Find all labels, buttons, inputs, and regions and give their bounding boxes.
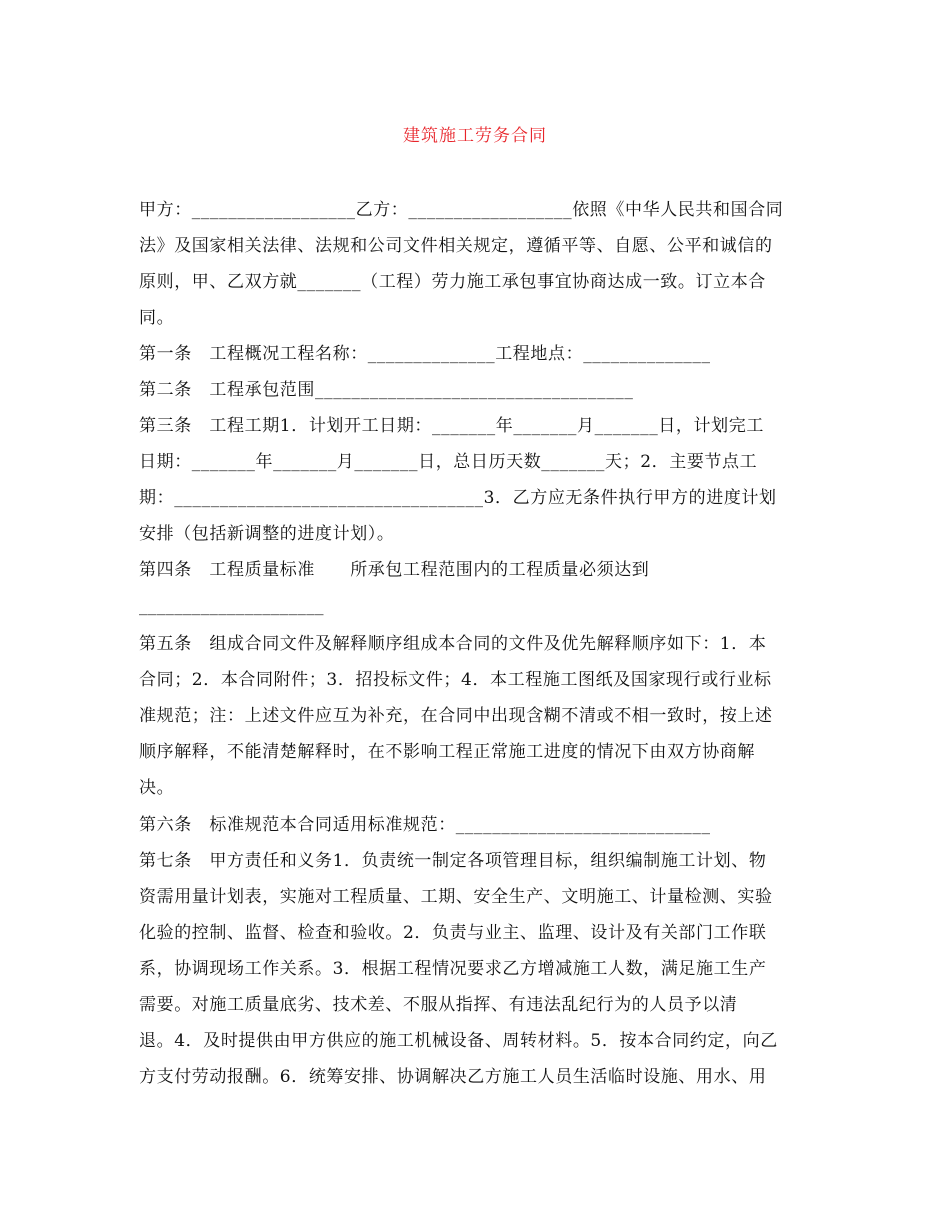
body-line: 顺序解释，不能清楚解释时，在不影响工程正常施工进度的情况下由双方协商解 [139,742,755,762]
body-line: 同。 [139,308,175,328]
body-line: 安排（包括新调整的进度计划）。 [139,524,395,544]
body-line: 期：__________________________________3．乙方应无条件执行甲方的进度计划 [139,488,777,508]
body-line: 化验的控制、监督、检查和验收。2．负责与业主、监理、设计及有关部门工作联 [139,923,767,943]
body-line: 退。4．及时提供由甲方供应的施工机械设备、周转材料。5．按本合同约定，向乙 [139,1031,778,1051]
document-title: 建筑施工劳务合同 [403,126,547,146]
body-line: 系，协调现场工作关系。3．根据工程情况要求乙方增减施工人数，满足施工生产 [139,959,767,979]
article-1-line: 第一条 工程概况工程名称：______________工程地点：______________ [139,344,711,364]
body-line: 合同；2．本合同附件；3．招投标文件；4．本工程施工图纸及国家现行或行业标 [139,670,772,690]
body-line: 方支付劳动报酬。6．统筹安排、协调解决乙方施工人员生活临时设施、用水、用 [139,1067,767,1087]
article-7-line: 第七条 甲方责任和义务1．负责统一制定各项管理目标，组织编制施工计划、物 [139,851,767,871]
body-line: 法》及国家相关法律、法规和公司文件相关规定，遵循平等、自愿、公平和诚信的 [139,236,773,256]
body-line: 原则，甲、乙双方就_______（工程）劳力施工承包事宜协商达成一致。订立本合 [139,272,766,292]
article-4-line: 第四条 工程质量标准 所承包工程范围内的工程质量必须达到 [139,560,650,580]
body-line: 甲方：__________________乙方：__________________依照《中华人民共和国合同 [139,200,784,220]
blank-underline: _____________________ [139,596,324,616]
body-line: 日期：_______年_______月_______日，总日历天数_______天；2．主要节点工 [139,452,758,472]
body-line: 决。 [139,778,175,798]
body-line: 需要。对施工质量底劣、技术差、不服从指挥、有违法乱纪行为的人员予以清 [139,995,738,1015]
body-line: 准规范；注：上述文件应互为补充，在合同中出现含糊不清或不相一致时，按上述 [139,706,773,726]
article-2-line: 第二条 工程承包范围___________________________________ [139,380,634,400]
article-6-line: 第六条 标准规范本合同适用标准规范：____________________________ [139,815,711,835]
body-line: 资需用量计划表，实施对工程质量、工期、安全生产、文明施工、计量检测、实验 [139,887,773,907]
article-5-line: 第五条 组成合同文件及解释顺序组成本合同的文件及优先解释顺序如下：1．本 [139,634,767,654]
article-3-line: 第三条 工程工期1．计划开工日期：_______年_______月_______日，计划完工 [139,416,764,436]
